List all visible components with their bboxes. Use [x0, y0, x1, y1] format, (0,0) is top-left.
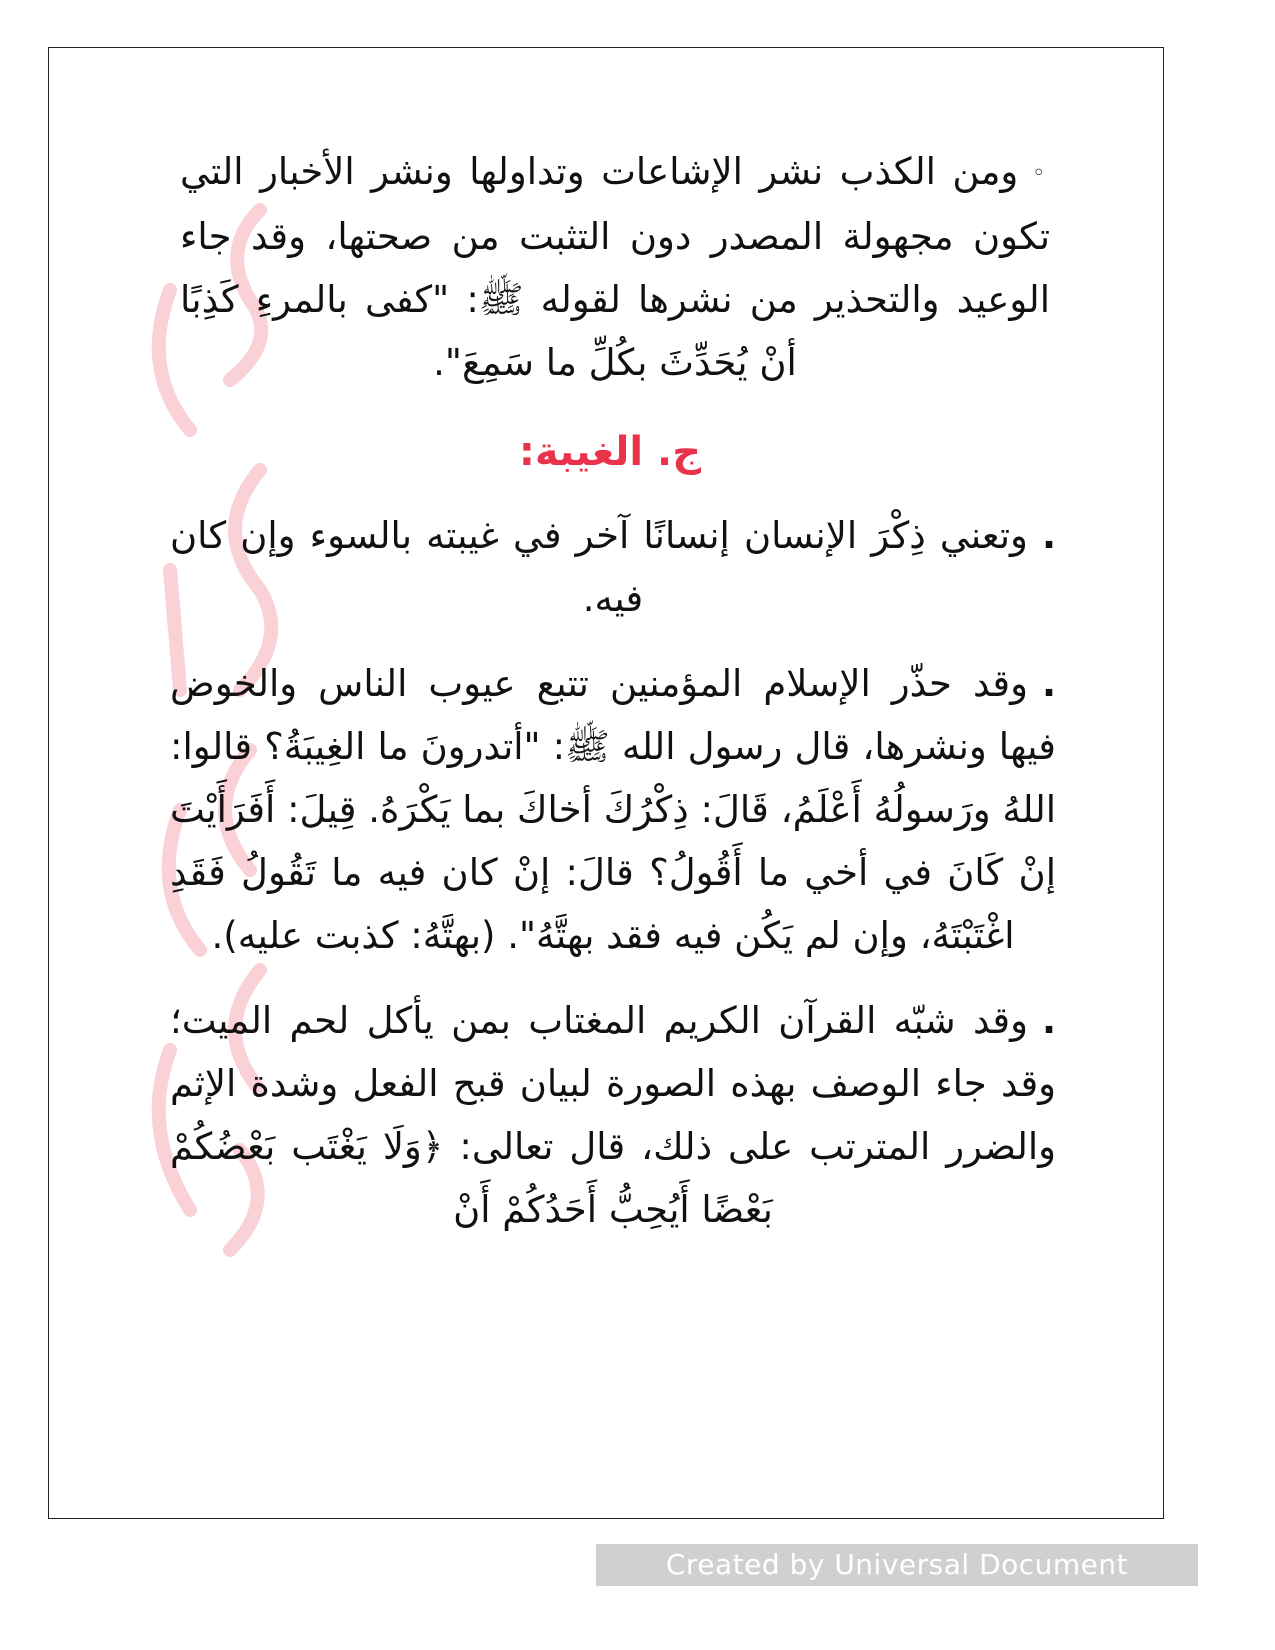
- section-heading: ج. الغيبة:: [518, 429, 702, 475]
- bullet-text: وتعني ذِكْرَ الإنسان إنسانًا آخر في غيبته بالسوء وإن كان فيه.: [170, 514, 1028, 620]
- intro-paragraph: [140, 140, 1080, 394]
- bullet-text: وقد شبّه القرآن الكريم المغتاب بمن يأكل لحم الميت؛ وقد جاء الوصف بهذه الصورة لبيان قبح الفعل وشدة الإثم والضرر المترتب على ذلك، قال تعالى: ﴿وَلَا يَغْتَب بَعْضُكُمْ بَعْضًا أَيُحِبُّ أَحَدُكُمْ أَنْ: [170, 999, 1056, 1231]
- circle-bullet-icon: ◦: [1032, 161, 1050, 186]
- bullet-paragraph-quran: [140, 989, 1080, 1241]
- bullet-dot: .: [1041, 999, 1056, 1042]
- bullet-text: وقد حذّر الإسلام المؤمنين تتبع عيوب الناس والخوض فيها ونشرها، قال رسول الله ﷺ: "أتدرونَ ما الغِيبَةُ؟ قالوا: اللهُ ورَسولُهُ أَعْلَمُ، قَالَ: ذِكْرُكَ أخاكَ بما يَكْرَهُ. قِيلَ: أَفَرَأَيْتَ إنْ كَانَ في أخي ما أَقُولُ؟ قالَ: إنْ كان فيه ما تَقُولُ فَقَدِ اغْتَبْتَهُ، وإن لم يَكُن فيه فقد بهتَّهُ". (بهتَّهُ: كذبت عليه).: [170, 662, 1056, 957]
- document-body: [140, 140, 1080, 1263]
- bullet-dot: .: [1041, 662, 1056, 705]
- bullet-paragraph-definition: [140, 504, 1080, 630]
- bullet-paragraph-hadith: [140, 652, 1080, 967]
- bullet-dot: .: [1041, 514, 1056, 557]
- intro-text: ومن الكذب نشر الإشاعات وتداولها ونشر الأخبار التي تكون مجهولة المصدر دون التثبت من صحتها، وقد جاء الوعيد والتحذير من نشرها لقوله ﷺ: "كفى بالمرءِ كَذِبًا أنْ يُحَدِّثَ بكُلِّ ما سَمِعَ".: [180, 150, 1050, 384]
- converter-badge: Created by Universal Document Converter: [596, 1544, 1198, 1586]
